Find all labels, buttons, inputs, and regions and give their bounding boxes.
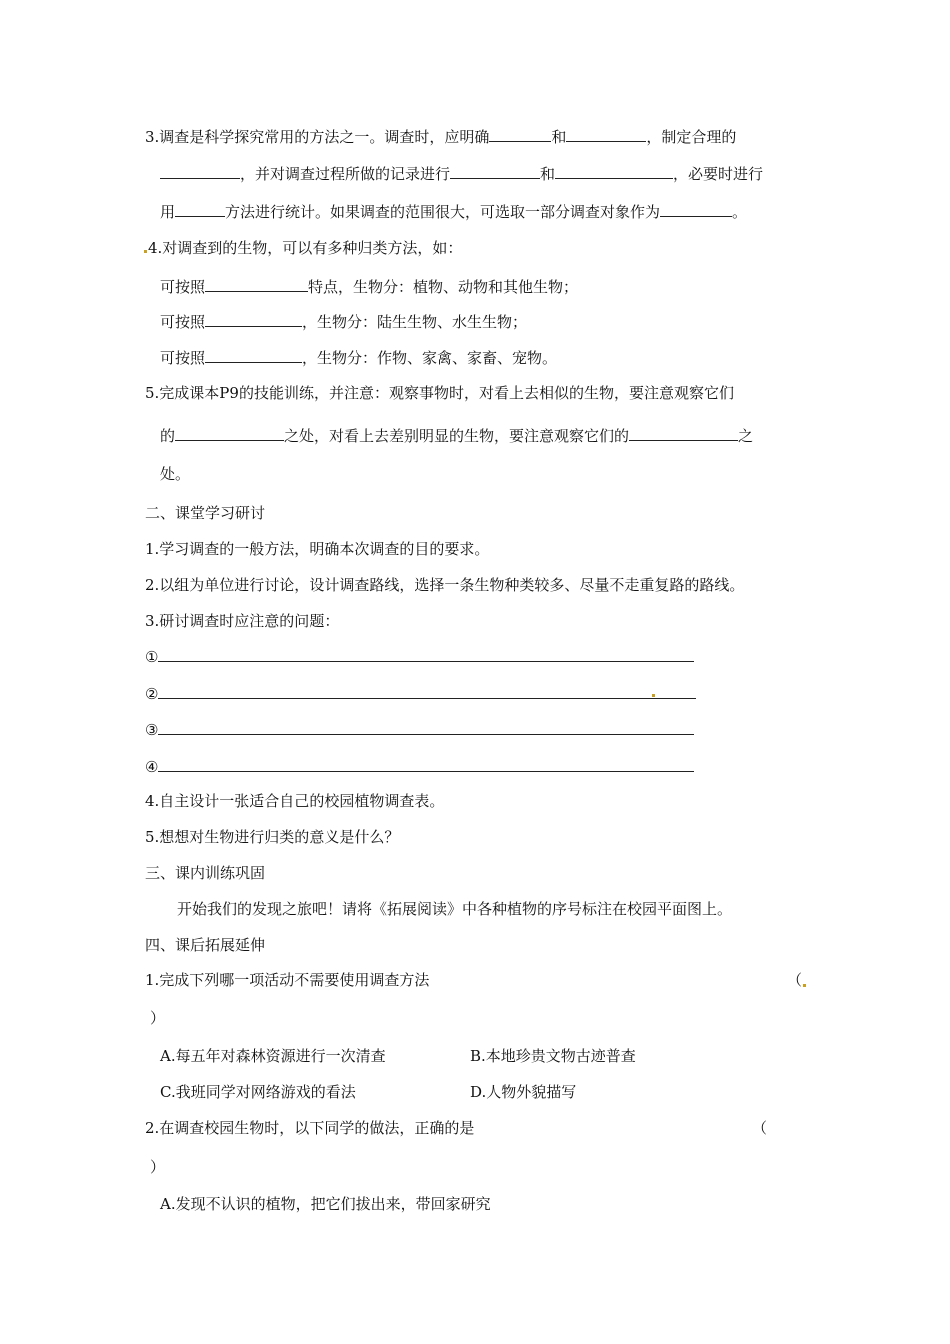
q3-text: ，并对调查过程所做的记录进行: [240, 165, 451, 183]
q1-open-paren: （: [787, 971, 803, 989]
answer-line-2: [145, 683, 696, 704]
q1-close-paren: ）: [150, 1009, 166, 1027]
s2-item-4: 4.自主设计一张适合自己的校园植物调查表。: [145, 792, 445, 810]
blank[interactable]: [566, 126, 646, 142]
marker: ①: [145, 648, 159, 666]
blank[interactable]: [158, 683, 696, 699]
q4-text: 特点，生物分：植物、动物和其他生物；: [308, 278, 579, 296]
s3-text: 开始我们的发现之旅吧！请将《拓展阅读》中各种植物的序号标注在校园平面图上。: [177, 900, 733, 918]
marker: ④: [145, 758, 159, 776]
blank[interactable]: [160, 163, 240, 179]
blank[interactable]: [158, 646, 694, 662]
scan-dot: [652, 694, 655, 697]
section-3-heading: 三、课内训练巩固: [145, 864, 266, 882]
q4-text: 可按照: [160, 349, 206, 367]
q3-line-2: [160, 163, 763, 184]
marker: ②: [145, 685, 159, 703]
answer-line-4: [145, 756, 694, 777]
q1-option-c[interactable]: C.我班同学对网络游戏的看法: [160, 1083, 356, 1101]
blank[interactable]: [158, 756, 694, 772]
q1-option-b[interactable]: B.本地珍贵文物古迹普查: [470, 1047, 636, 1065]
scan-dot: [144, 250, 147, 253]
q2-option-a[interactable]: A.发现不认识的植物，把它们拔出来，带回家研究: [160, 1195, 491, 1213]
q4-row-1: [160, 276, 578, 297]
q4-text: 可按照: [160, 313, 206, 331]
s4-question-2: 2.在调查校园生物时，以下同学的做法，正确的是: [145, 1119, 475, 1137]
q3-text: 方法进行统计。如果调查的范围很大，可选取一部分调查对象作为: [225, 203, 661, 221]
scan-dot: [803, 984, 806, 987]
q5-line-2: [160, 425, 753, 446]
q3-text: ，必要时进行: [673, 165, 764, 183]
q5-text: 之处，对看上去差别明显的生物，要注意观察它们的: [284, 427, 630, 445]
blank[interactable]: [205, 347, 302, 363]
q1-option-d[interactable]: D.人物外貌描写: [470, 1083, 577, 1101]
blank[interactable]: [555, 163, 673, 179]
q5-line-1: 5.完成课本P9的技能训练，并注意：观察事物时，对看上去相似的生物，要注意观察它们: [145, 384, 734, 402]
q3-text: 和: [551, 128, 567, 146]
blank[interactable]: [660, 201, 732, 217]
s4-question-1: 1.完成下列哪一项活动不需要使用调查方法: [145, 971, 430, 989]
q3-text: ，制定合理的: [646, 128, 737, 146]
blank[interactable]: [205, 276, 308, 292]
q4-row-3: [160, 347, 557, 368]
q4-text: ，生物分：陆生生物、水生生物；: [302, 313, 528, 331]
q4-row-2: [160, 311, 527, 332]
blank[interactable]: [175, 201, 225, 217]
marker: ③: [145, 721, 159, 739]
s2-item-2: 2.以组为单位进行讨论，设计调查路线，选择一条生物种类较多、尽量不走重复路的路线。: [145, 576, 745, 594]
blank[interactable]: [629, 425, 738, 441]
blank[interactable]: [158, 719, 694, 735]
answer-line-1: [145, 646, 694, 667]
q3-text: 。: [732, 203, 748, 221]
s2-item-3: 3.研讨调查时应注意的问题：: [145, 612, 340, 630]
answer-line-3: [145, 719, 694, 740]
s2-item-5: 5.想想对生物进行归类的意义是什么？: [145, 828, 400, 846]
q3-text: 和: [540, 165, 556, 183]
blank[interactable]: [205, 311, 302, 327]
q5-line-3: 处。: [160, 465, 191, 483]
q2-open-paren: （: [752, 1119, 768, 1137]
q3-line-1: [145, 126, 736, 147]
blank[interactable]: [175, 425, 284, 441]
q5-text: 之: [738, 427, 754, 445]
q3-line-3: [160, 201, 747, 222]
q4-text: ，生物分：作物、家禽、家畜、宠物。: [302, 349, 558, 367]
blank[interactable]: [489, 126, 551, 142]
q4-title: 4.对调查到的生物，可以有多种归类方法，如：: [148, 239, 463, 257]
section-4-heading: 四、课后拓展延伸: [145, 936, 266, 954]
q3-text: 3.调查是科学探究常用的方法之一。调查时，应明确: [145, 128, 490, 146]
q3-text: 用: [160, 203, 176, 221]
blank[interactable]: [450, 163, 540, 179]
q5-text: 的: [160, 427, 176, 445]
q4-text: 可按照: [160, 278, 206, 296]
q2-close-paren: ）: [150, 1158, 166, 1176]
section-2-heading: 二、课堂学习研讨: [145, 504, 266, 522]
s2-item-1: 1.学习调查的一般方法，明确本次调查的目的要求。: [145, 540, 490, 558]
q1-option-a[interactable]: A.每五年对森林资源进行一次清查: [160, 1047, 386, 1065]
